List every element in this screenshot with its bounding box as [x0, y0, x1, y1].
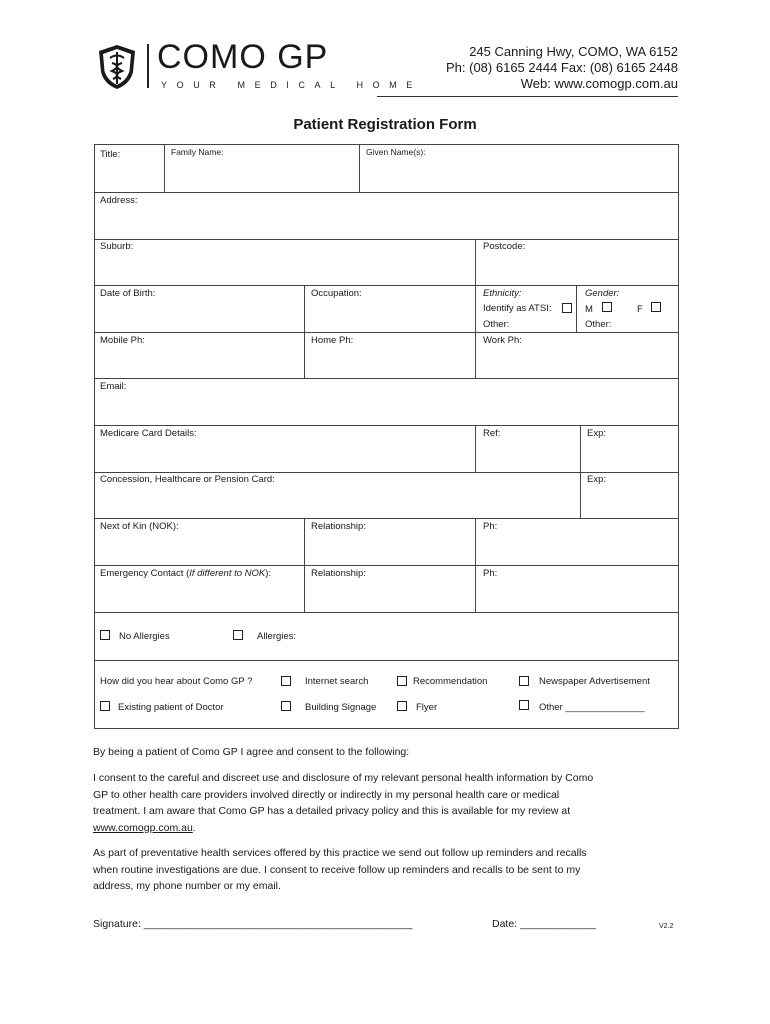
recommendation-label: Recommendation [413, 676, 488, 687]
allergies-label: Allergies: [257, 631, 297, 642]
newspaper-checkbox[interactable] [519, 676, 529, 686]
postcode-field[interactable] [476, 240, 678, 285]
atsi-checkbox[interactable] [562, 303, 572, 313]
family-name-label: Family Name: [171, 147, 224, 157]
form-title: Patient Registration Form [293, 116, 477, 133]
header-rule [377, 96, 678, 97]
email-label: Email: [100, 381, 127, 392]
brand-name: COMO GP [157, 38, 329, 76]
flyer-checkbox[interactable] [397, 701, 407, 711]
emergency-relationship-label: Relationship: [311, 568, 366, 579]
other-checkbox[interactable] [519, 700, 529, 710]
gender-f-label: F [637, 304, 643, 315]
privacy-policy-link[interactable]: www.comogp.com.au [93, 821, 193, 834]
date-line[interactable]: Date: _____________ [492, 918, 596, 930]
concession-label: Concession, Healthcare or Pension Card: [100, 474, 275, 485]
flyer-label: Flyer [416, 702, 438, 713]
title-label: Title: [100, 149, 121, 160]
ethnicity-other-label: Other: [483, 319, 510, 330]
contact-web[interactable]: Web: www.comogp.com.au [520, 76, 678, 91]
consent-paragraph-2: As part of preventative health services offered by this practice we send out follow up reminders and recalls when routine investigations are due. I consent to receive follow up reminders and recalls to be sent to my address, my phone number or my email. [93, 847, 587, 892]
gender-m-label: M [585, 304, 593, 315]
emergency-phone-label: Ph: [483, 568, 498, 579]
consent-intro: By being a patient of Como GP I agree and consent to the following: [93, 746, 410, 758]
work-phone-label: Work Ph: [483, 335, 522, 346]
given-names-field[interactable] [360, 145, 678, 192]
version-label: V2.2 [659, 923, 674, 930]
postcode-label: Postcode: [483, 241, 526, 252]
gender-f-checkbox[interactable] [651, 302, 661, 312]
suburb-label: Suburb: [100, 241, 134, 252]
no-allergies-checkbox[interactable] [100, 630, 110, 640]
contact-phone: Ph: (08) 6165 2444 Fax: (08) 6165 2448 [446, 60, 678, 75]
nok-relationship-label: Relationship: [311, 521, 366, 532]
concession-exp-label: Exp: [587, 474, 607, 485]
ethnicity-label: Ethnicity: [483, 288, 522, 299]
emergency-contact-label: Emergency Contact (If different to NOK): [100, 568, 272, 579]
recommendation-checkbox[interactable] [397, 676, 407, 686]
newspaper-label: Newspaper Advertisement [539, 676, 650, 687]
medicare-ref-label: Ref: [483, 428, 501, 439]
nok-phone-label: Ph: [483, 521, 498, 532]
occupation-label: Occupation: [311, 288, 362, 299]
contact-block [446, 44, 678, 92]
logo-divider [147, 44, 149, 88]
dob-label: Date of Birth: [100, 288, 156, 299]
suburb-field[interactable] [95, 240, 475, 285]
medicare-label: Medicare Card Details: [100, 428, 197, 439]
family-name-field[interactable] [165, 145, 359, 192]
gender-label: Gender: [585, 288, 620, 299]
no-allergies-label: No Allergies [119, 631, 170, 642]
brand-tagline: YOUR MEDICAL HOME [161, 80, 422, 90]
registration-grid [94, 144, 679, 729]
existing-patient-checkbox[interactable] [100, 701, 110, 711]
home-phone-label: Home Ph: [311, 335, 354, 346]
building-signage-label: Building Signage [305, 702, 377, 713]
signature-line[interactable]: Signature: ______________________________________________ [93, 918, 413, 930]
existing-patient-label: Existing patient of Doctor [118, 702, 224, 713]
title-field[interactable] [95, 145, 164, 192]
other-label: Other _______________ [539, 702, 645, 713]
medicare-exp-label: Exp: [587, 428, 607, 439]
consent-paragraph-1: I consent to the careful and discreet use and disclosure of my relevant personal health information by Como GP to other health care providers involved directly or indirectly in my personal health care or medical treatment. I am aware that Como GP has a detailed privacy policy and this is available for my review at www.comogp.com.au. [93, 772, 594, 834]
allergies-checkbox[interactable] [233, 630, 243, 640]
contact-address: 245 Canning Hwy, COMO, WA 6152 [469, 44, 678, 59]
logo [97, 38, 422, 92]
given-names-label: Given Name(s): [366, 147, 426, 157]
building-signage-checkbox[interactable] [281, 701, 291, 711]
internet-search-label: Internet search [305, 676, 369, 687]
gender-m-checkbox[interactable] [602, 302, 612, 312]
internet-search-checkbox[interactable] [281, 676, 291, 686]
nok-label: Next of Kin (NOK): [100, 521, 179, 532]
email-field[interactable] [95, 379, 678, 425]
address-field[interactable] [95, 193, 678, 239]
shield-caduceus-icon [97, 44, 137, 90]
gender-other-label: Other: [585, 319, 612, 330]
address-label: Address: [100, 195, 138, 206]
hear-about-label: How did you hear about Como GP ? [100, 676, 253, 687]
mobile-label: Mobile Ph: [100, 335, 145, 346]
atsi-label: Identify as ATSI: [483, 303, 552, 314]
